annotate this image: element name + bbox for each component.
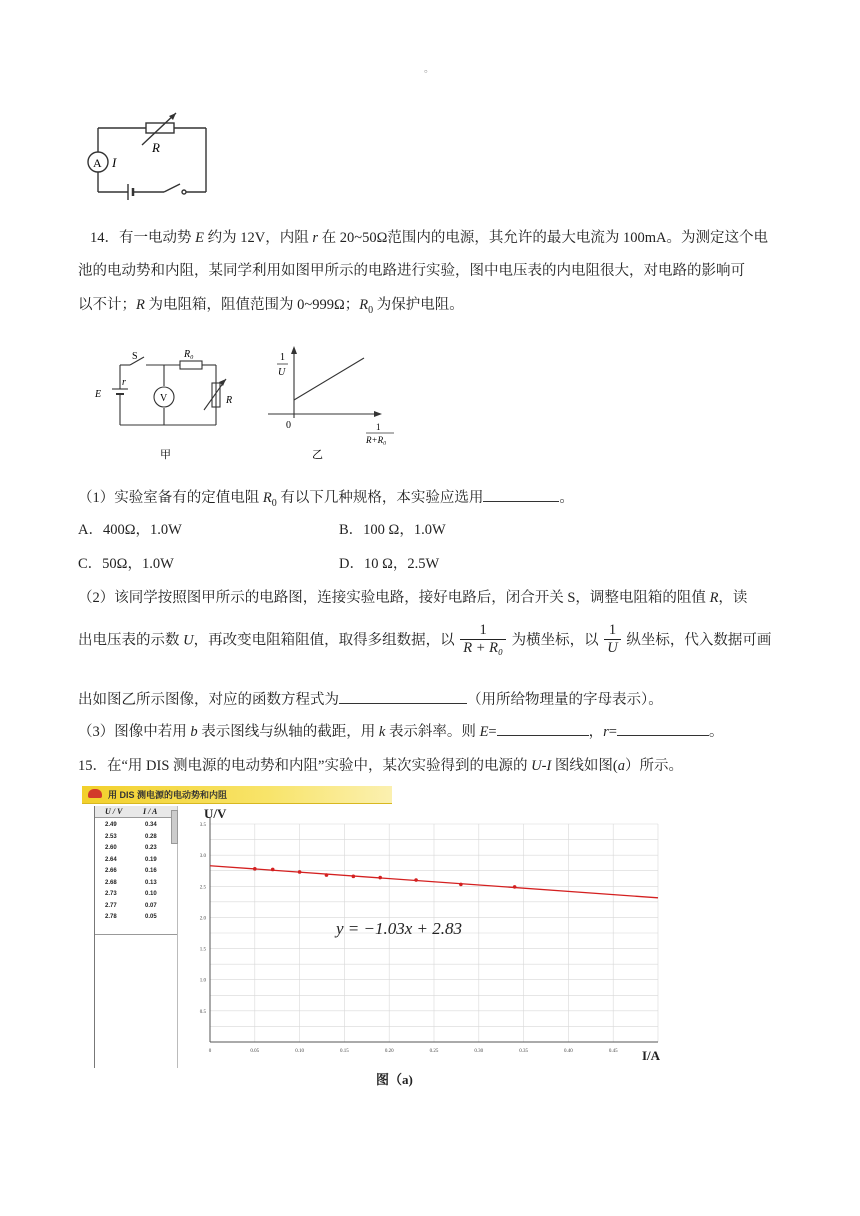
answer-blank-1[interactable]	[483, 487, 559, 502]
data-point	[271, 868, 275, 872]
x-tick-label: 0.45	[608, 1049, 618, 1054]
y-axis-title: U/V	[204, 806, 227, 821]
table-header-i: I / A	[143, 807, 158, 816]
option-d[interactable]: D．10 Ω，2.5W	[339, 556, 440, 572]
x-tick-label: 0.05	[250, 1049, 260, 1054]
voltmeter-label: V	[160, 393, 168, 404]
table-cell-u: 2.60	[105, 845, 117, 851]
data-point	[414, 878, 418, 882]
table-cell-i: 0.13	[145, 879, 157, 886]
table-cell-u: 2.78	[105, 914, 117, 920]
q14-part2-line1: （2）该同学按照图甲所示的电路图，连接实验电路，接好电路后，闭合开关 S，调整电阻箱的阻值 R，读	[78, 590, 748, 606]
table-cell-u: 2.73	[105, 891, 117, 897]
graph-figure-yi	[258, 340, 408, 465]
answer-blank-e[interactable]	[497, 721, 589, 736]
circuit-figure-jia	[90, 345, 240, 465]
rheostat-label: R	[226, 395, 233, 406]
x-tick-label: 0.35	[519, 1049, 528, 1054]
switch-label: S	[132, 351, 138, 362]
u-i-chart	[190, 802, 680, 1090]
banner-title: 用 DIS 测电源的电动势和内阻	[108, 790, 228, 800]
table-cell-i: 0.28	[145, 833, 157, 840]
table-cell-u: 2.49	[105, 822, 117, 828]
fit-equation: y = −1.03x + 2.83	[336, 919, 463, 938]
dis-data-table	[94, 806, 178, 1068]
y-tick-label: 1.0	[199, 978, 206, 984]
q14-line1: 14．有一电动势 E 约为 12V，内阻 r 在 20~50Ω范围内的电源，其允许的最大电流为 100mA。为测定这个电	[90, 230, 768, 246]
x-tick-label: 0.10	[295, 1049, 304, 1054]
q14-part1: （1）实验室备有的定值电阻 $R_0$ 有以下几种规格，本实验应选用 。	[78, 486, 574, 509]
table-cell-i: 0.19	[145, 856, 157, 863]
y-tick-label: 0.5	[199, 1009, 206, 1015]
y-axis-den: U	[278, 367, 286, 378]
top-dot: 。	[424, 64, 434, 75]
origin-label: 0	[286, 420, 291, 431]
table-header-u: U / V	[105, 807, 123, 816]
r0-label: R₀	[184, 349, 194, 360]
table-cell-i: 0.16	[145, 868, 157, 874]
q14-part3: （3）图像中若用 b 表示图线与纵轴的截距，用 k 表示斜率。则 E= ，r= 。	[78, 720, 723, 741]
y-tick-label: 3.0	[199, 854, 206, 860]
q15-text: 15．在“用 DIS 测电源的电动势和内阻”实验中，某次实验得到的电源的 U-I 图线如图(a）所示。	[78, 758, 683, 774]
table-cell-u: 2.68	[105, 879, 117, 886]
x-axis-title: I/A	[642, 1048, 661, 1063]
x-axis-den: R+R₀	[366, 435, 387, 445]
x-tick-label: 0	[208, 1049, 212, 1054]
banner-logo-icon	[88, 789, 102, 798]
y-tick-label: 2.0	[199, 916, 206, 922]
data-point	[298, 870, 302, 874]
table-cell-u: 2.66	[105, 868, 117, 874]
data-point	[378, 876, 382, 880]
table-cell-i: 0.10	[145, 891, 157, 897]
x-tick-label: 0.25	[429, 1049, 439, 1054]
x-tick-label: 0.30	[474, 1049, 484, 1054]
data-point	[352, 875, 356, 879]
x-tick-label: 0.15	[340, 1049, 349, 1054]
table-cell-u: 2.64	[105, 856, 117, 863]
table-cell-i: 0.05	[145, 914, 157, 920]
y-tick-label: 3.5	[199, 823, 206, 828]
data-point	[459, 883, 463, 887]
table-cell-u: 2.77	[105, 902, 117, 909]
y-tick-label: 1.5	[199, 947, 206, 953]
option-a[interactable]: A．400Ω，1.0W	[78, 522, 182, 538]
y-tick-label: 2.5	[199, 885, 206, 891]
data-point	[253, 867, 257, 871]
table-cell-i: 0.23	[145, 845, 157, 851]
caption-jia: 甲	[160, 449, 171, 461]
figure-caption: 图（a)	[376, 1072, 413, 1087]
resistor-label: R	[152, 140, 160, 155]
y-axis-num: 1	[280, 352, 285, 363]
option-c[interactable]: C．50Ω，1.0W	[78, 556, 174, 572]
top-circuit-figure	[84, 112, 214, 204]
data-point	[513, 885, 517, 889]
answer-blank-2[interactable]	[339, 689, 467, 704]
internal-r-label: r	[122, 377, 126, 388]
current-label: I	[112, 155, 117, 170]
option-b[interactable]: B．100 Ω，1.0W	[339, 522, 446, 538]
ammeter-label: A	[93, 156, 102, 170]
caption-yi: 乙	[312, 449, 323, 461]
fraction-1-over-r-plus-r0: $\frac{1}{\text{R + R₀}}$	[460, 622, 506, 656]
q14-part2-line2: 出电压表的示数 U，再改变电阻箱阻值，取得多组数据，以 $\frac{1}{\text{R + R₀}}$ 为横坐标，以 $\frac{1}{U}$ 纵坐标，代入数据可画	[78, 622, 772, 656]
emf-label: E	[95, 389, 102, 400]
table-cell-i: 0.07	[145, 902, 157, 909]
q14-part2-line3: 出如图乙所示图像，对应的函数方程式为 （用所给物理量的字母表示）。	[78, 688, 663, 709]
x-tick-label: 0.40	[564, 1049, 573, 1054]
table-cell-i: 0.34	[145, 822, 157, 828]
fraction-1-over-u: $\frac{1}{U}$	[604, 622, 620, 656]
x-tick-label: 0.20	[384, 1049, 394, 1054]
table-cell-u: 2.53	[105, 833, 117, 840]
q14-line3: 以不计；R 为电阻箱，阻值范围为 0~999Ω；$R_0$ 为保护电阻。	[78, 297, 464, 316]
answer-blank-r[interactable]	[617, 721, 709, 736]
q14-line2: 池的电动势和内阻，某同学利用如图甲所示的电路进行实验，图中电压表的内电阻很大，对电路的影响可	[78, 263, 745, 279]
table-scrollbar[interactable]	[171, 810, 178, 844]
x-axis-num: 1	[376, 422, 381, 432]
data-point	[325, 873, 329, 877]
